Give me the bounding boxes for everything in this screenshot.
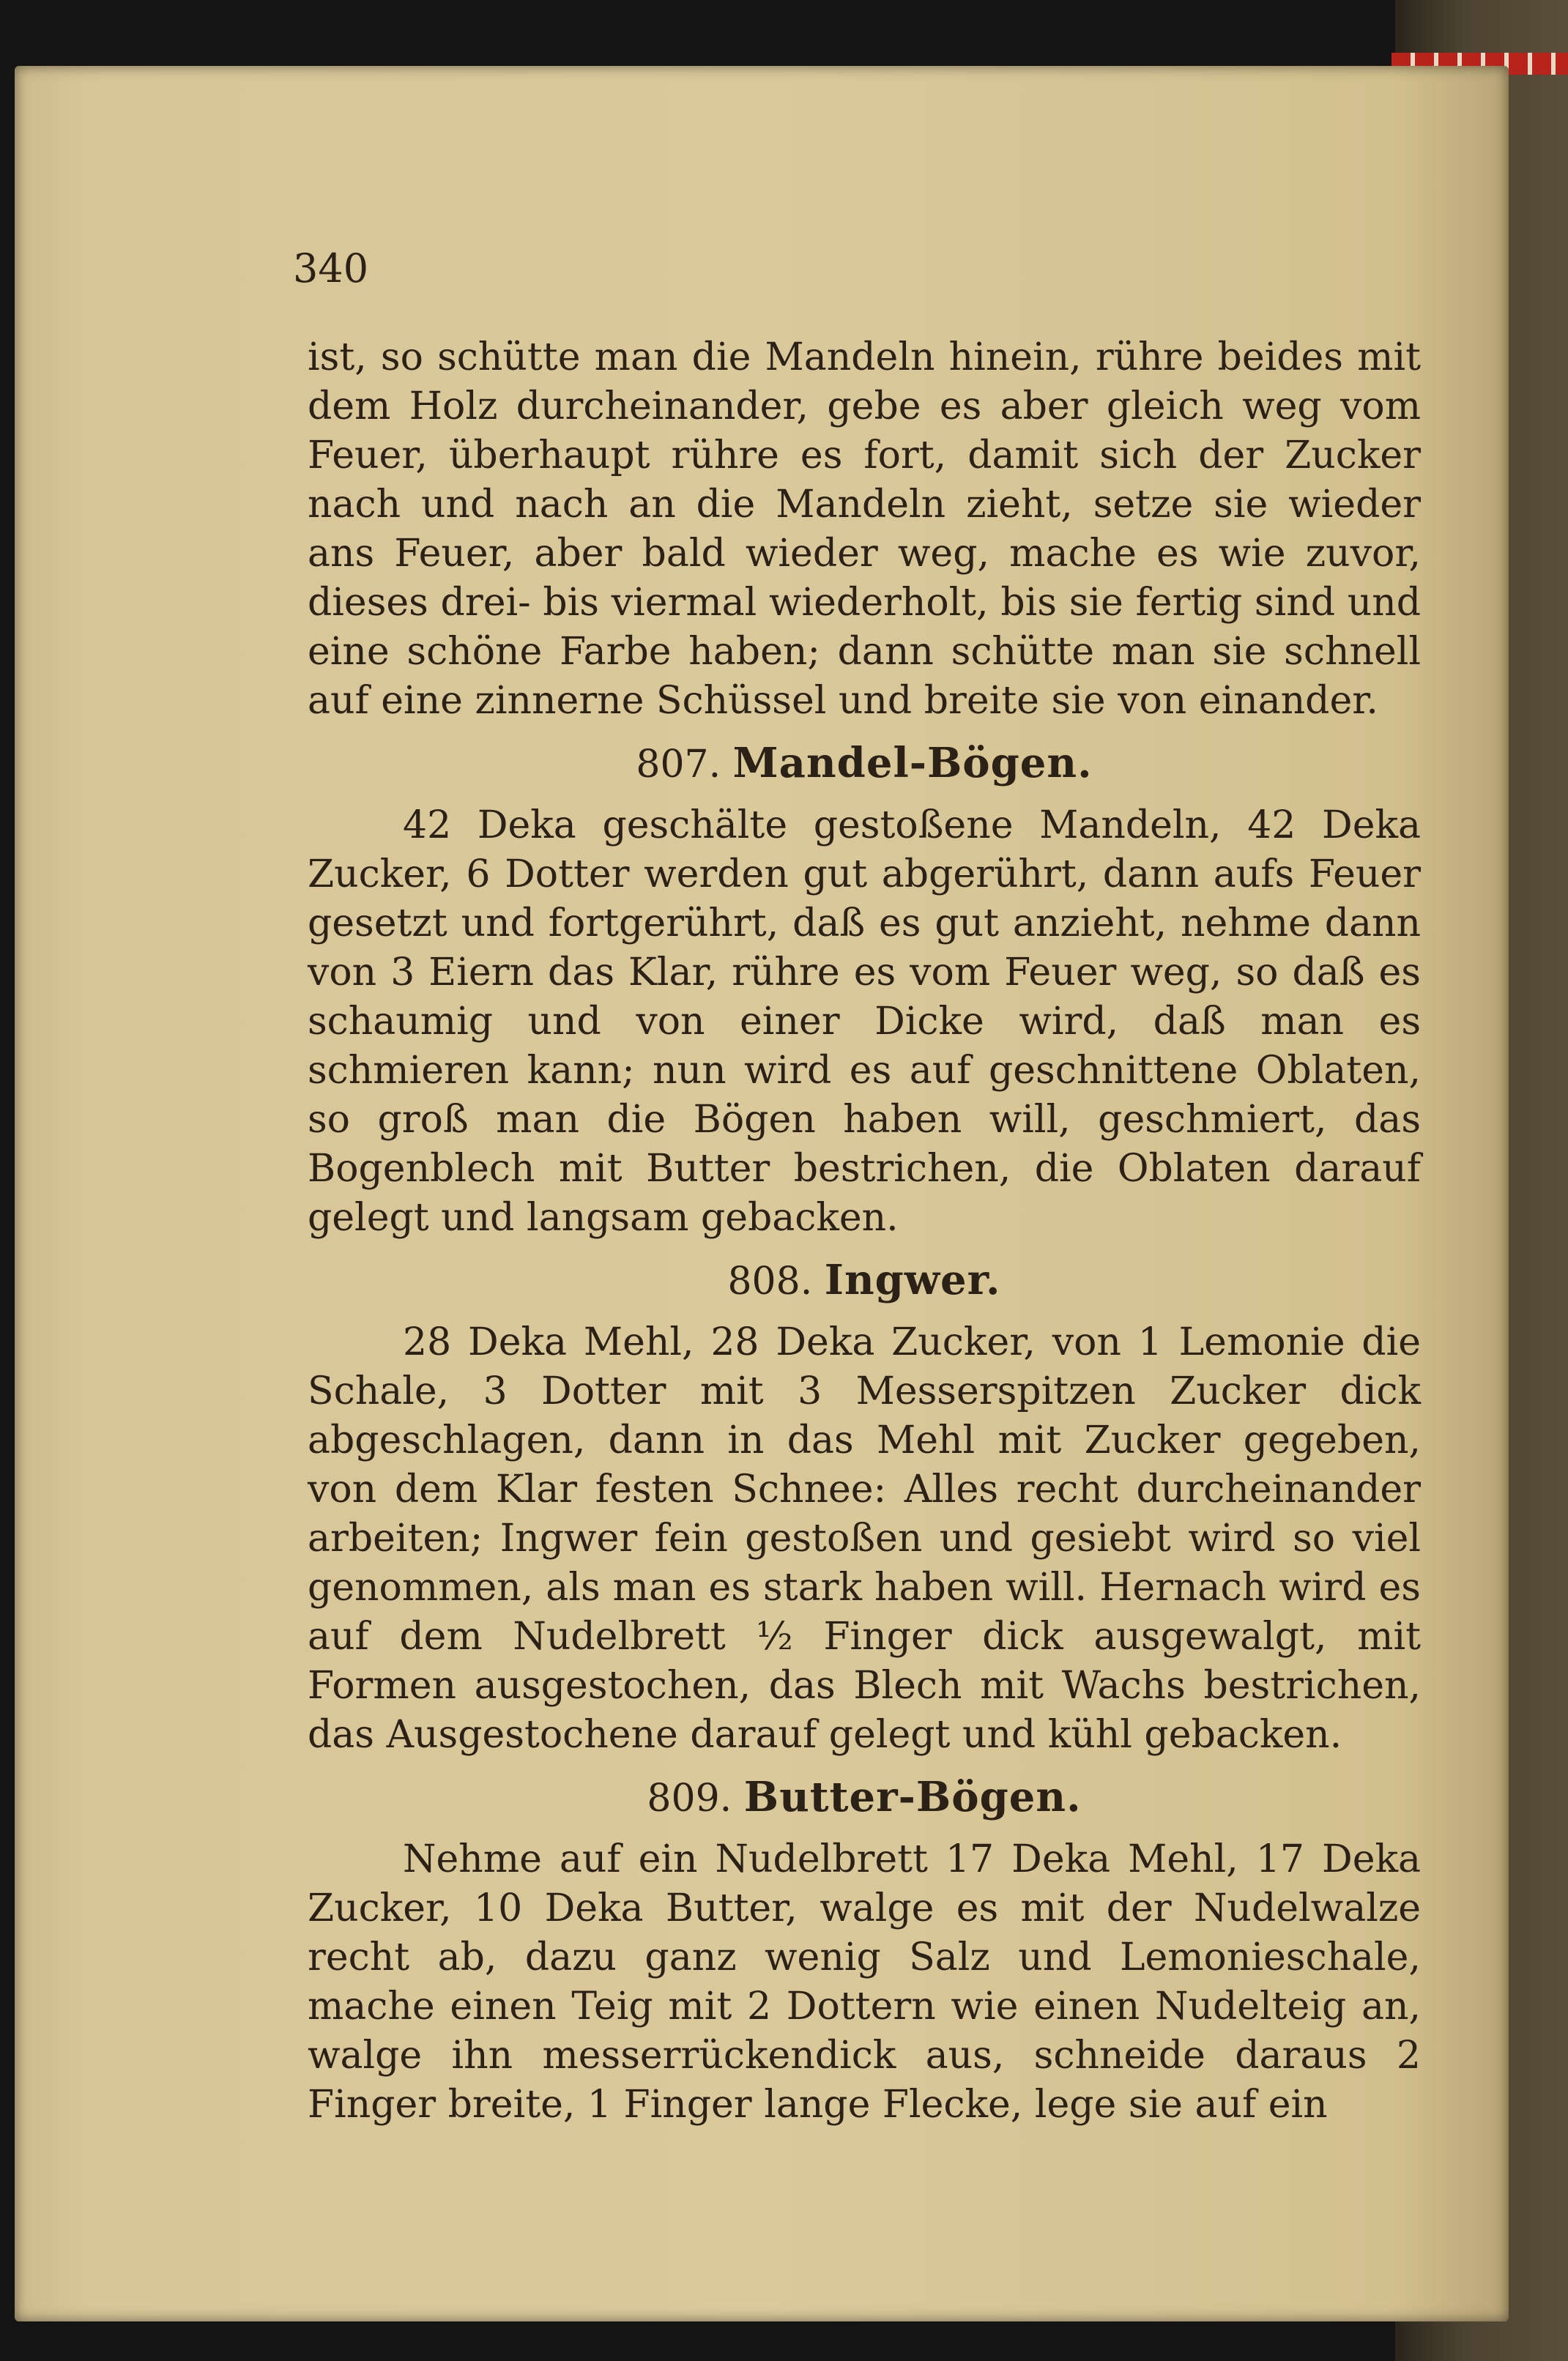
recipe-text-807: 42 Deka geschälte gestoßene Mandeln, 42 Deka Zucker, 6 Dotter werden gut abgerührt, dann aufs Feuer gesetzt und fortgerührt, daß es gut anzieht, nehme dann von 3 Eiern das Klar, rühre es vom Feuer weg, so daß es schaumig und von einer Dicke wird, daß man es schmieren kann; nun wird es auf geschnittene Oblaten, so groß man die Bögen haben will, geschmiert, das Bogenblech mit Butter bestrichen, die Oblaten darauf gelegt und langsam gebacken.	[308, 803, 1421, 1240]
recipe-number: 808.	[727, 1260, 813, 1304]
recipe-number: 809.	[647, 1777, 732, 1821]
recipe-heading-808	[308, 1256, 1421, 1306]
recipe-text-809: Nehme auf ein Nudelbrett 17 Deka Mehl, 17 Deka Zucker, 10 Deka Butter, walge es mit der Nudelwalze recht ab, dazu ganz wenig Salz und Lemonieschale, mache einen Teig mit 2 Dottern wie einen Nudelteig an, walge ihn messerrückendick aus, schneide daraus 2 Finger breite, 1 Finger lange Flecke, lege sie auf ein	[308, 1837, 1421, 2127]
recipe-title: Mandel-Bögen.	[732, 739, 1093, 787]
intro-paragraph: ist, so schütte man die Mandeln hinein, rühre beides mit dem Holz durcheinander, gebe es aber gleich weg vom Feuer, überhaupt rühre es fort, damit sich der Zucker nach und nach an die Mandeln zieht, setze sie wieder ans Feuer, aber bald wieder weg, mache es wie zuvor, dieses drei- bis viermal wiederholt, bis sie fertig sind und eine schöne Farbe haben; dann schütte man sie schnell auf eine zinnerne Schüssel und breite sie von einander.	[308, 335, 1421, 723]
page-number: 340	[293, 245, 369, 291]
recipe-heading-809	[308, 1773, 1421, 1823]
recipe-number: 807.	[636, 743, 721, 787]
recipe-heading-807	[308, 739, 1421, 789]
recipe-title: Butter-Bögen.	[743, 1773, 1082, 1821]
recipe-title: Ingwer.	[824, 1256, 1001, 1304]
recipe-text-808: 28 Deka Mehl, 28 Deka Zucker, von 1 Lemonie die Schale, 3 Dotter mit 3 Messerspitzen Zucker dick abgeschlagen, dann in das Mehl mit Zucker gegeben, von dem Klar festen Schnee: Alles recht durcheinander arbeiten; Ingwer fein gestoßen und gesiebt wird so viel genommen, als man es stark haben will. Hernach wird es auf dem Nudelbrett ½ Finger dick ausgewalgt, mit Formen ausgestochen, das Blech mit Wachs bestrichen, das Ausgestochene darauf gelegt und kühl gebacken.	[308, 1320, 1421, 1757]
page-body	[308, 333, 1421, 2130]
